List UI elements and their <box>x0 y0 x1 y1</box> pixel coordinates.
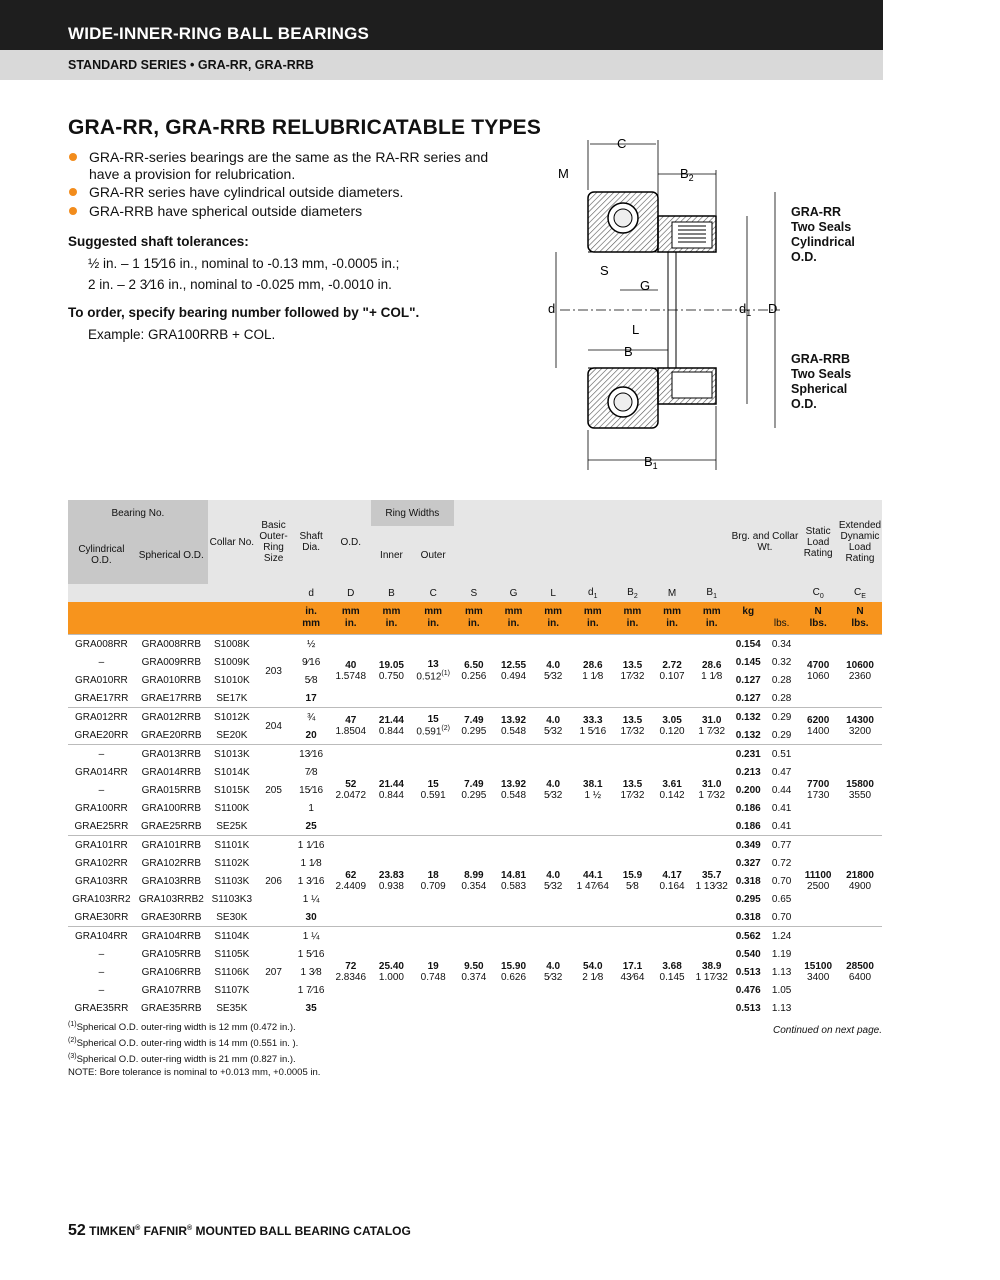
footnotes <box>68 1018 320 1079</box>
cell-collar: S1103K3 <box>211 893 253 905</box>
cell-collar: S1014K <box>214 766 250 778</box>
cell-inner-width: 21.44 0.844 <box>371 745 413 836</box>
cell-ext-load: 10600 2360 <box>838 635 882 708</box>
col-ring-widths: Ring Widths <box>371 500 454 526</box>
cell-shaft: 1 5⁄16 <box>297 948 325 960</box>
cell-static-load: 7700 1730 <box>798 745 838 836</box>
cell-collar: S1100K <box>214 802 250 814</box>
cell-M: 3.61 0.142 <box>652 745 692 836</box>
cell-collar: S1013K <box>208 745 256 764</box>
cell-od: 52 2.0472 <box>331 745 371 836</box>
cell-weight-lbs: 1.13 <box>771 966 792 978</box>
cell-shaft: 1 3⁄16 <box>297 875 325 887</box>
cell-shaft: 5⁄8 <box>304 674 318 686</box>
cell-collar: S1106K <box>214 966 250 978</box>
cell-spherical: GRAE17RRB <box>141 692 202 704</box>
header-subtitle: STANDARD SERIES • GRA-RR, GRA-RRB <box>68 58 314 72</box>
cell-cylindrical: – <box>98 784 105 796</box>
cell-spherical: GRA103RRB2 <box>138 893 204 905</box>
cell-cylindrical: GRA010RR <box>74 674 128 686</box>
bearing-spec-table <box>68 500 882 1017</box>
cell-collar: SE30K <box>216 911 248 923</box>
cell-weight-kg: 0.295 <box>735 893 761 905</box>
cell-weight-kg: 0.127 <box>735 692 761 704</box>
cell-shaft: 1 ¼ <box>302 893 320 905</box>
cell-cylindrical: – <box>68 745 135 764</box>
dim-B-label: B <box>624 344 633 359</box>
tolerance-line: 2 in. – 2 3⁄16 in., nominal to -0.025 mm, -0.0010 in. <box>88 277 392 292</box>
dim-d-label: d <box>548 301 556 316</box>
table-row <box>68 708 882 727</box>
cell-collar: S1107K <box>214 984 250 996</box>
cell-inner-width: 23.83 0.938 <box>371 836 413 927</box>
sym-blank <box>732 584 799 602</box>
cell-weight-lbs: 1.19 <box>771 948 792 960</box>
cell-S: 6.50 0.256 <box>454 635 494 708</box>
col-weight: Brg. and Collar Wt. <box>732 500 799 584</box>
sym-blank <box>68 584 291 602</box>
cell-shaft: 30 <box>305 911 317 923</box>
cell-weight-lbs: 0.51 <box>765 745 798 764</box>
cell-collar: SE25K <box>216 820 248 832</box>
col-bearing-no: Bearing No. <box>68 500 208 526</box>
unit-cell: mm in. <box>454 602 494 635</box>
symbol-row <box>68 584 882 602</box>
cell-weight-kg: 0.349 <box>732 836 765 855</box>
cell-od: 62 2.4409 <box>331 836 371 927</box>
cell-inner-width: 25.40 1.000 <box>371 927 413 1018</box>
unit-cell: mm in. <box>412 602 454 635</box>
cell-od: 47 1.8504 <box>331 708 371 745</box>
bullet-dot-icon <box>69 153 77 161</box>
cell-collar: SE17K <box>216 692 248 704</box>
sym-B1: $B_1$ <box>706 586 717 600</box>
cell-collar: S1102K <box>214 857 250 869</box>
cell-shaft: 35 <box>305 1002 317 1014</box>
cell-shaft: 9⁄16 <box>301 656 321 668</box>
cell-shaft: ¾ <box>291 708 331 727</box>
cell-spherical: GRA105RRB <box>141 948 202 960</box>
col-outer: Outer <box>412 526 454 584</box>
cell-spherical: GRAE20RRB <box>141 729 202 741</box>
cell-spherical: GRAE25RRB <box>141 820 202 832</box>
dim-B2-label: $B_2$ <box>680 166 694 183</box>
cell-cylindrical: GRAE30RR <box>74 911 129 923</box>
cell-spherical: GRA102RRB <box>141 857 202 869</box>
unit-row <box>68 602 882 635</box>
cell-weight-kg: 0.513 <box>735 966 761 978</box>
unit-cell: N lbs. <box>798 602 838 635</box>
header-title: WIDE-INNER-RING BALL BEARINGS <box>68 24 370 43</box>
cell-spherical: GRA106RRB <box>141 966 202 978</box>
section-title: GRA-RR, GRA-RRB RELUBRICATABLE TYPES <box>68 116 542 139</box>
cell-shaft: 25 <box>305 820 317 832</box>
dim-M-label: M <box>558 166 569 181</box>
cell-B2: 13.5 17⁄32 <box>613 635 653 708</box>
cell-weight-lbs: 0.72 <box>771 857 792 869</box>
cell-shaft: 13⁄16 <box>291 745 331 764</box>
page-header <box>0 0 883 50</box>
cell-weight-lbs: 0.28 <box>771 674 792 686</box>
unit-cell: mm in. <box>573 602 613 635</box>
cell-ext-load: 28500 6400 <box>838 927 882 1018</box>
table-row <box>68 836 882 855</box>
cell-spherical: GRAE30RRB <box>141 911 202 923</box>
cell-collar: S1008K <box>208 635 256 654</box>
cell-d1: 28.6 1 1⁄8 <box>573 635 613 708</box>
cell-cylindrical: GRA104RR <box>68 927 135 946</box>
cell-cylindrical: GRAE25RR <box>74 820 129 832</box>
cell-cylindrical: – <box>98 966 105 978</box>
cell-ext-load: 14300 3200 <box>838 708 882 745</box>
rrb-type-label: GRA-RRB Two Seals Spherical O.D. <box>791 352 852 411</box>
cell-weight-kg: 0.318 <box>735 911 761 923</box>
cell-L: 4.0 5⁄32 <box>533 927 573 1018</box>
cell-shaft: 20 <box>305 729 317 741</box>
cell-S: 7.49 0.295 <box>454 745 494 836</box>
cell-collar: S1012K <box>208 708 256 727</box>
cell-d1: 44.1 1 47⁄64 <box>573 836 613 927</box>
unit-cell: mm in. <box>652 602 692 635</box>
cell-L: 4.0 5⁄32 <box>533 708 573 745</box>
sym-M: M <box>667 587 677 599</box>
col-collar-no: Collar No. <box>208 500 256 584</box>
cell-collar: SE20K <box>216 729 248 741</box>
dim-S-label: S <box>600 263 609 278</box>
col-inner: Inner <box>371 526 413 584</box>
feature-item <box>68 149 518 182</box>
cell-weight-lbs: 0.29 <box>765 708 798 727</box>
cell-spherical: GRA100RRB <box>141 802 202 814</box>
cell-spherical: GRA012RRB <box>135 708 208 727</box>
cell-weight-lbs: 0.47 <box>771 766 792 778</box>
cell-od: 72 2.8346 <box>331 927 371 1018</box>
footnote: $^{(2)}$Spherical O.D. outer-ring width is 14 mm (0.551 in. ). <box>68 1037 299 1050</box>
cell-shaft: ½ <box>291 635 331 654</box>
cell-spherical: GRA103RRB <box>141 875 202 887</box>
col-static-load: Static Load Rating <box>798 500 838 584</box>
footnote-note: NOTE: Bore tolerance is nominal to +0.013 mm, +0.0005 in. <box>68 1067 321 1079</box>
cell-weight-lbs: 0.29 <box>771 729 792 741</box>
sym-G: G <box>509 587 518 599</box>
table-row <box>68 927 882 946</box>
unit-cell: mm in. <box>371 602 413 635</box>
footnote: $^{(3)}$Spherical O.D. outer-ring width is 21 mm (0.827 in.). <box>68 1053 296 1066</box>
sym-B2: $B_2$ <box>627 586 638 600</box>
table-row <box>68 635 882 654</box>
cell-d1: 54.0 2 1⁄8 <box>573 927 613 1018</box>
cell-B2: 15.9 5⁄8 <box>613 836 653 927</box>
cell-static-load: 11100 2500 <box>798 836 838 927</box>
cell-weight-lbs: 0.70 <box>771 875 792 887</box>
cell-weight-kg: 0.132 <box>735 729 761 741</box>
cell-shaft: 1 7⁄16 <box>297 984 325 996</box>
unit-cell: mm in. <box>533 602 573 635</box>
unit-blank <box>68 602 291 635</box>
cell-basic-size: 206 <box>256 836 291 927</box>
cell-static-load: 6200 1400 <box>798 708 838 745</box>
cell-basic-size: 207 <box>256 927 291 1018</box>
cell-weight-lbs: 1.13 <box>771 1002 792 1014</box>
cell-G: 12.55 0.494 <box>494 635 534 708</box>
bullet-dot-icon <box>69 188 77 196</box>
cell-d1: 33.3 1 5⁄16 <box>573 708 613 745</box>
cell-shaft: 1 1⁄16 <box>291 836 331 855</box>
cell-weight-kg: 0.476 <box>735 984 761 996</box>
sym-S: S <box>470 587 478 599</box>
cell-shaft: 1 1⁄8 <box>300 857 322 869</box>
unit-cell: mm in. <box>692 602 732 635</box>
cell-B2: 13.5 17⁄32 <box>613 745 653 836</box>
cell-weight-kg: 0.127 <box>735 674 761 686</box>
cell-spherical: GRA014RRB <box>141 766 202 778</box>
cell-B1: 31.0 1 7⁄32 <box>692 745 732 836</box>
cell-M: 2.72 0.107 <box>652 635 692 708</box>
dim-C-label: C <box>617 136 627 151</box>
cell-outer-width: 19 0.748 <box>412 927 454 1018</box>
cell-cylindrical: – <box>98 948 105 960</box>
col-spherical: Spherical O.D. <box>135 526 208 584</box>
cell-M: 4.17 0.164 <box>652 836 692 927</box>
cell-collar: S1010K <box>214 674 250 686</box>
cell-M: 3.05 0.120 <box>652 708 692 745</box>
cell-outer-width: 13 0.512$^{(1)}$ <box>412 635 454 708</box>
sym-D: D <box>347 587 355 599</box>
unit-cell: in. mm <box>291 602 331 635</box>
cell-shaft: 1 ¼ <box>291 927 331 946</box>
cell-ext-load: 15800 3550 <box>838 745 882 836</box>
sym-d: d <box>308 587 314 599</box>
order-example: Example: GRA100RRB + COL. <box>88 327 276 342</box>
cell-collar: S1015K <box>214 784 250 796</box>
cell-weight-kg: 0.145 <box>735 656 761 668</box>
sym-L: L <box>550 587 556 599</box>
cell-collar: S1103K <box>214 875 250 887</box>
cell-M: 3.68 0.145 <box>652 927 692 1018</box>
page-footer: 52 TIMKEN® FAFNIR® MOUNTED BALL BEARING CATALOG <box>68 1222 411 1239</box>
unit-cell: mm in. <box>613 602 653 635</box>
cell-weight-lbs: 0.34 <box>765 635 798 654</box>
cell-cylindrical: GRA100RR <box>74 802 128 814</box>
cell-shaft: 15⁄16 <box>299 784 324 796</box>
cell-L: 4.0 5⁄32 <box>533 836 573 927</box>
order-instructions: To order, specify bearing number followed by "+ COL". <box>68 305 420 320</box>
cell-spherical: GRA010RRB <box>141 674 202 686</box>
cell-spherical: GRA013RRB <box>135 745 208 764</box>
cell-weight-kg: 0.154 <box>732 635 765 654</box>
feature-list <box>68 149 518 221</box>
cell-weight-kg: 0.562 <box>732 927 765 946</box>
cell-weight-lbs: 0.28 <box>771 692 792 704</box>
cell-cylindrical: GRAE17RR <box>74 692 129 704</box>
feature-item <box>68 203 518 220</box>
cell-B2: 13.5 17⁄32 <box>613 708 653 745</box>
cell-weight-kg: 0.200 <box>735 784 761 796</box>
table-row <box>68 745 882 764</box>
cell-spherical: GRA009RRB <box>141 656 202 668</box>
cell-shaft: 17 <box>305 692 317 704</box>
cell-weight-kg: 0.186 <box>735 820 761 832</box>
feature-text: GRA-RRB have spherical outside diameters <box>89 202 363 219</box>
cell-cylindrical: GRA102RR <box>74 857 128 869</box>
unit-cell: mm in. <box>494 602 534 635</box>
cell-weight-kg: 0.318 <box>735 875 761 887</box>
cell-shaft: 1 3⁄8 <box>300 966 322 978</box>
cell-weight-lbs: 0.70 <box>771 911 792 923</box>
cell-outer-width: 15 0.591 <box>412 745 454 836</box>
col-od: O.D. <box>331 500 371 584</box>
cell-weight-lbs: 1.05 <box>771 984 792 996</box>
feature-text: GRA-RR-series bearings are the same as the RA-RR series and have a provision for relubrication. <box>89 149 489 182</box>
cell-cylindrical: – <box>98 984 105 996</box>
cell-spherical: GRA015RRB <box>141 784 202 796</box>
tolerance-line: ½ in. – 1 15⁄16 in., nominal to -0.13 mm, -0.0005 in.; <box>88 256 400 271</box>
cell-inner-width: 21.44 0.844 <box>371 708 413 745</box>
cell-weight-lbs: 0.41 <box>771 820 792 832</box>
unit-kg: kg <box>732 602 765 635</box>
unit-cell: mm in. <box>331 602 371 635</box>
page-number: 52 <box>68 1222 86 1239</box>
cell-outer-width: 15 0.591$^{(2)}$ <box>412 708 454 745</box>
dim-G-label: G <box>640 278 651 293</box>
sym-C0: $C_0$ <box>812 586 824 600</box>
cell-ext-load: 21800 4900 <box>838 836 882 927</box>
cell-cylindrical: GRAE35RR <box>74 1002 129 1014</box>
cell-cylindrical: GRA103RR <box>74 875 128 887</box>
cell-weight-lbs: 0.65 <box>771 893 792 905</box>
col-cylindrical: Cylindrical O.D. <box>68 526 135 584</box>
cell-od: 40 1.5748 <box>331 635 371 708</box>
col-ext-load: Extended Dynamic Load Rating <box>838 500 882 584</box>
cell-B1: 38.9 1 17⁄32 <box>692 927 732 1018</box>
cell-collar: S1105K <box>214 948 250 960</box>
cell-static-load: 4700 1060 <box>798 635 838 708</box>
rr-type-label: GRA-RR Two Seals Cylindrical O.D. <box>791 205 855 264</box>
cell-weight-kg: 0.231 <box>732 745 765 764</box>
cell-spherical: GRAE35RRB <box>141 1002 202 1014</box>
cell-shaft: 7⁄8 <box>304 766 318 778</box>
cell-B1: 35.7 1 13⁄32 <box>692 836 732 927</box>
cell-B1: 31.0 1 7⁄32 <box>692 708 732 745</box>
cell-spherical: GRA107RRB <box>141 984 202 996</box>
cell-outer-width: 18 0.709 <box>412 836 454 927</box>
cell-cylindrical: GRA103RR2 <box>72 893 131 905</box>
cell-S: 8.99 0.354 <box>454 836 494 927</box>
col-shaft-dia: Shaft Dia. <box>291 500 331 584</box>
cell-cylindrical: GRA008RR <box>68 635 135 654</box>
cell-G: 13.92 0.548 <box>494 708 534 745</box>
page-subheader <box>0 50 883 80</box>
cell-weight-kg: 0.327 <box>735 857 761 869</box>
cell-weight-lbs: 0.32 <box>771 656 792 668</box>
cell-weight-kg: 0.213 <box>735 766 761 778</box>
dim-d1-label: $d_1$ <box>739 301 752 318</box>
sym-CE: $C_E$ <box>854 586 866 600</box>
cell-weight-lbs: 0.77 <box>765 836 798 855</box>
cell-L: 4.0 5⁄32 <box>533 745 573 836</box>
cell-weight-kg: 0.540 <box>735 948 761 960</box>
cell-spherical: GRA101RRB <box>135 836 208 855</box>
cell-spherical: GRA104RRB <box>135 927 208 946</box>
cell-collar: SE35K <box>216 1002 248 1014</box>
cell-B2: 17.1 43⁄64 <box>613 927 653 1018</box>
cell-weight-lbs: 0.44 <box>771 784 792 796</box>
dim-D-label: D <box>768 301 778 316</box>
cell-S: 7.49 0.295 <box>454 708 494 745</box>
cell-d1: 38.1 1 ½ <box>573 745 613 836</box>
cell-weight-kg: 0.513 <box>735 1002 761 1014</box>
cell-B1: 28.6 1 1⁄8 <box>692 635 732 708</box>
sym-B: B <box>388 587 395 599</box>
unit-cell: N lbs. <box>838 602 882 635</box>
sym-d1: $d_1$ <box>588 586 598 600</box>
cell-static-load: 15100 3400 <box>798 927 838 1018</box>
feature-text: GRA-RR series have cylindrical outside diameters. <box>89 184 404 200</box>
tolerance-title: Suggested shaft tolerances: <box>68 234 249 249</box>
cell-weight-lbs: 0.41 <box>771 802 792 814</box>
cell-collar: S1101K <box>208 836 256 855</box>
cell-G: 14.81 0.583 <box>494 836 534 927</box>
bearing-cross-section-diagram <box>540 130 800 485</box>
dim-B1-label: $B_1$ <box>644 454 658 471</box>
dim-L-label: L <box>632 322 640 337</box>
cell-L: 4.0 5⁄32 <box>533 635 573 708</box>
cell-weight-lbs: 1.24 <box>765 927 798 946</box>
cell-S: 9.50 0.374 <box>454 927 494 1018</box>
cell-G: 13.92 0.548 <box>494 745 534 836</box>
cell-collar: S1009K <box>214 656 250 668</box>
cell-basic-size: 204 <box>256 708 291 745</box>
cell-G: 15.90 0.626 <box>494 927 534 1018</box>
bullet-dot-icon <box>69 207 77 215</box>
cell-inner-width: 19.05 0.750 <box>371 635 413 708</box>
cell-cylindrical: – <box>98 656 105 668</box>
unit-lbs: lbs. <box>765 602 798 635</box>
cell-cylindrical: GRA012RR <box>68 708 135 727</box>
cell-cylindrical: GRAE20RR <box>74 729 129 741</box>
cell-cylindrical: GRA014RR <box>74 766 128 778</box>
cell-collar: S1104K <box>208 927 256 946</box>
cell-cylindrical: GRA101RR <box>68 836 135 855</box>
feature-item <box>68 184 518 201</box>
cell-basic-size: 205 <box>256 745 291 836</box>
cell-basic-size: 203 <box>256 635 291 708</box>
col-basic-size: Basic Outer-Ring Size <box>256 500 291 584</box>
cell-weight-kg: 0.186 <box>735 802 761 814</box>
sym-C: C <box>429 587 437 599</box>
continued-note: Continued on next page. <box>773 1025 882 1036</box>
footnote: $^{(1)}$Spherical O.D. outer-ring width is 12 mm (0.472 in.). <box>68 1021 296 1034</box>
cell-shaft: 1 <box>308 802 314 814</box>
cell-spherical: GRA008RRB <box>135 635 208 654</box>
cell-weight-kg: 0.132 <box>732 708 765 727</box>
